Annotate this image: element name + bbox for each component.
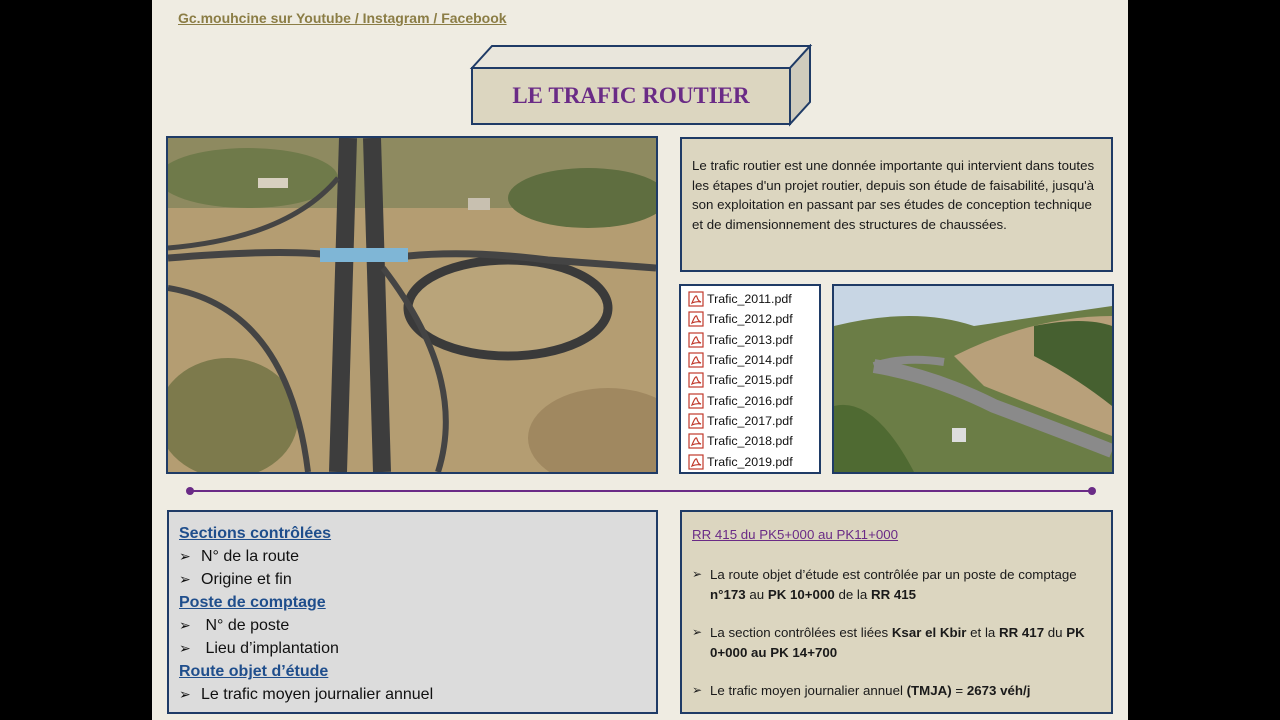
list-item: ➢ N° de la route bbox=[179, 545, 656, 568]
section-heading-poste: Poste de comptage bbox=[179, 594, 326, 611]
pdf-icon bbox=[688, 393, 704, 409]
arrow-bullet-icon: ➢ bbox=[692, 567, 703, 581]
pdf-file-item[interactable]: Trafic_2015.pdf bbox=[688, 370, 819, 390]
pdf-file-list bbox=[679, 284, 821, 474]
detail-bullet: ➢ La section contrôlées est liées Ksar el Kbir et la RR 417 du PK 0+000 au PK 14+700 bbox=[692, 623, 1101, 662]
list-item: ➢ Lieu d’implantation bbox=[179, 637, 656, 660]
arrow-bullet-icon: ➢ bbox=[179, 686, 191, 702]
pdf-file-item[interactable]: Trafic_2017.pdf bbox=[688, 411, 819, 431]
arrow-bullet-icon: ➢ bbox=[179, 548, 191, 564]
pdf-icon bbox=[688, 311, 704, 327]
section-heading-route: Route objet d’étude bbox=[179, 663, 329, 680]
pdf-icon bbox=[688, 352, 704, 368]
detail-bullet: ➢ La route objet d’étude est contrôlée par un poste de comptage n°173 au PK 10+000 de la RR 415 bbox=[692, 565, 1101, 604]
pdf-file-item[interactable]: Trafic_2016.pdf bbox=[688, 390, 819, 410]
pdf-file-item[interactable]: Trafic_2018.pdf bbox=[688, 431, 819, 451]
pdf-file-item[interactable]: Trafic_2019.pdf bbox=[688, 451, 819, 471]
page-title: LE TRAFIC ROUTIER bbox=[512, 83, 750, 108]
intro-text: Le trafic routier est une donnée importante qui intervient dans toutes les étapes d'un projet routier, depuis son étude de faisabilité, jusqu'à son exploitation en passant par ses études de conception technique et de dimensionnement des structures de chaussées. bbox=[680, 137, 1113, 272]
section-divider bbox=[186, 487, 1096, 495]
route-details-panel bbox=[680, 510, 1113, 714]
section-heading-sections: Sections contrôlées bbox=[179, 525, 332, 542]
route-title: RR 415 du PK5+000 au PK11+000 bbox=[692, 527, 899, 542]
pdf-icon bbox=[688, 291, 704, 307]
pdf-file-item[interactable]: Trafic_2013.pdf bbox=[688, 330, 819, 350]
arrow-bullet-icon: ➢ bbox=[692, 625, 703, 640]
social-link[interactable]: Gc.mouhcine sur Youtube / Instagram / Facebook bbox=[178, 10, 507, 26]
slide bbox=[152, 0, 1128, 720]
pdf-icon bbox=[688, 332, 704, 348]
pdf-icon bbox=[688, 413, 704, 429]
arrow-bullet-icon: ➢ bbox=[179, 617, 191, 633]
pdf-file-item[interactable]: Trafic_2011.pdf bbox=[688, 289, 819, 309]
pdf-icon bbox=[688, 454, 704, 470]
road-photo bbox=[832, 284, 1114, 474]
controlled-sections-panel bbox=[167, 510, 658, 714]
list-item: ➢ N° de poste bbox=[179, 614, 656, 637]
arrow-bullet-icon: ➢ bbox=[179, 640, 191, 656]
pdf-icon bbox=[688, 372, 704, 388]
pdf-file-item[interactable]: Trafic_2012.pdf bbox=[688, 309, 819, 329]
pdf-file-item[interactable]: Trafic_2014.pdf bbox=[688, 350, 819, 370]
pdf-icon bbox=[688, 433, 704, 449]
list-item: ➢ Le trafic moyen journalier annuel bbox=[179, 683, 656, 706]
detail-bullet: ➢ Le trafic moyen journalier annuel (TMJA) = 2673 véh/j bbox=[692, 681, 1101, 701]
list-item: ➢ Origine et fin bbox=[179, 568, 656, 591]
arrow-bullet-icon: ➢ bbox=[179, 571, 191, 587]
arrow-bullet-icon: ➢ bbox=[692, 683, 703, 698]
interchange-photo bbox=[166, 136, 658, 474]
